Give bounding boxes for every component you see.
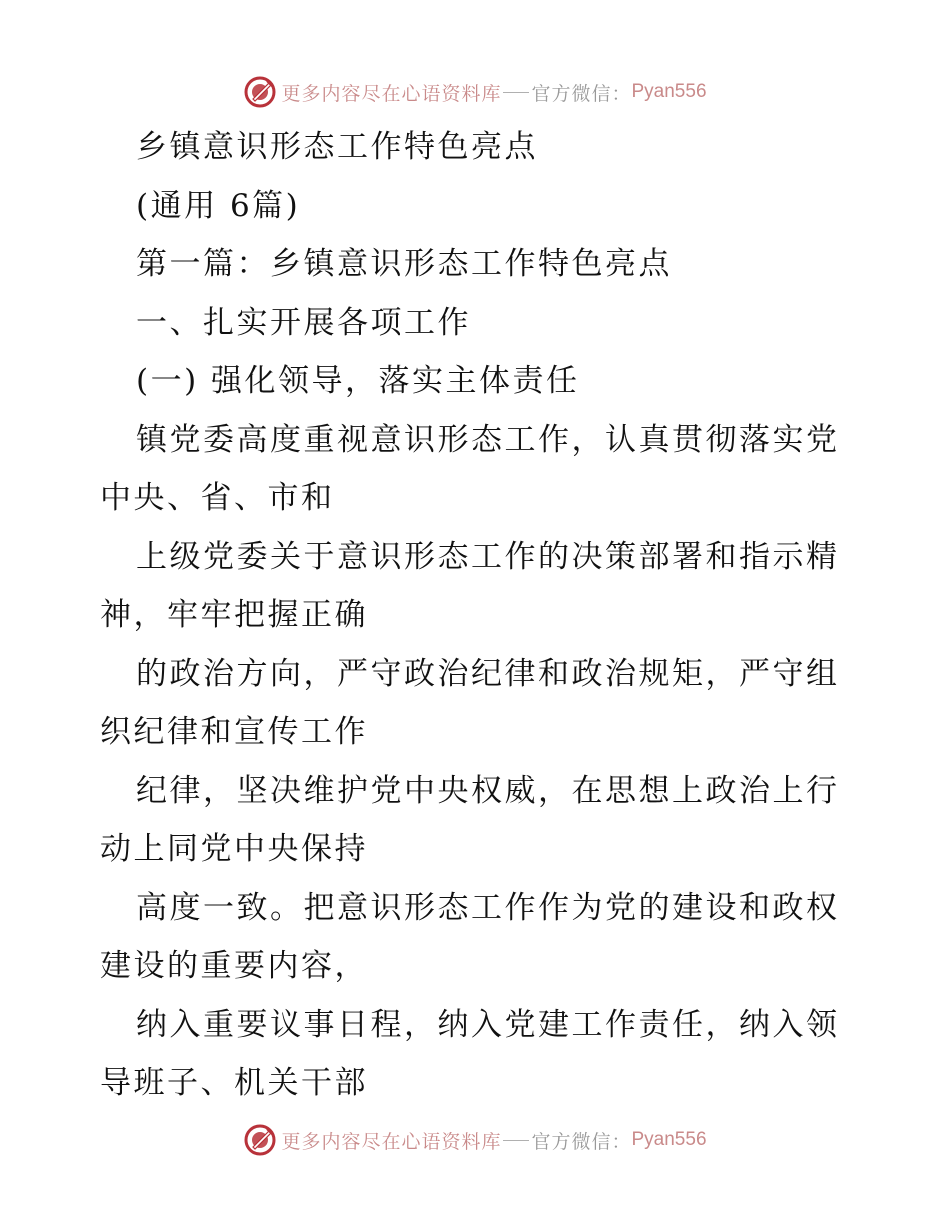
watermark-wechat-id: Pyan556 xyxy=(631,81,707,102)
watermark-text: 更多内容尽在心语资料库 xyxy=(281,82,502,105)
text-line: 第一篇：乡镇意识形态工作特色亮点 xyxy=(136,246,672,282)
text-line: 导班子、机关干部 xyxy=(100,1065,368,1101)
text-line: (通用 6篇) xyxy=(136,187,301,224)
text-line: 织纪律和宣传工作 xyxy=(100,714,368,750)
text-line: (一) 强化领导，落实主体责任 xyxy=(136,363,580,399)
text-line: 乡镇意识形态工作特色亮点 xyxy=(136,129,538,165)
document-body xyxy=(100,118,860,1113)
footer-watermark xyxy=(0,1120,950,1160)
watermark-dash xyxy=(503,92,529,93)
watermark-official-label: 官方微信： xyxy=(531,1130,632,1153)
text-line: 的政治方向，严守政治纪律和政治规矩，严守组 xyxy=(136,655,840,692)
text-line: 中央、省、市和 xyxy=(100,480,335,516)
watermark-dash xyxy=(503,1140,529,1141)
text-line: 动上同党中央保持 xyxy=(100,831,368,867)
watermark-text: 更多内容尽在心语资料库 xyxy=(281,1130,502,1153)
pen-logo-icon xyxy=(243,1123,277,1157)
text-line: 镇党委高度重视意识形态工作，认真贯彻落实党 xyxy=(136,421,840,458)
watermark-official-label: 官方微信： xyxy=(531,82,632,105)
header-watermark xyxy=(0,72,950,112)
text-line: 神，牢牢把握正确 xyxy=(100,597,368,633)
watermark-wechat-id: Pyan556 xyxy=(631,1129,707,1150)
text-line: 纪律，坚决维护党中央权威，在思想上政治上行 xyxy=(136,772,840,809)
text-line: 一、扎实开展各项工作 xyxy=(136,304,471,341)
text-line: 建设的重要内容， xyxy=(100,948,368,984)
text-line: 上级党委关于意识形态工作的决策部署和指示精 xyxy=(136,538,840,575)
text-line: 高度一致。把意识形态工作作为党的建设和政权 xyxy=(136,889,840,926)
text-line: 纳入重要议事日程，纳入党建工作责任，纳入领 xyxy=(136,1006,840,1043)
pen-logo-icon xyxy=(243,75,277,109)
